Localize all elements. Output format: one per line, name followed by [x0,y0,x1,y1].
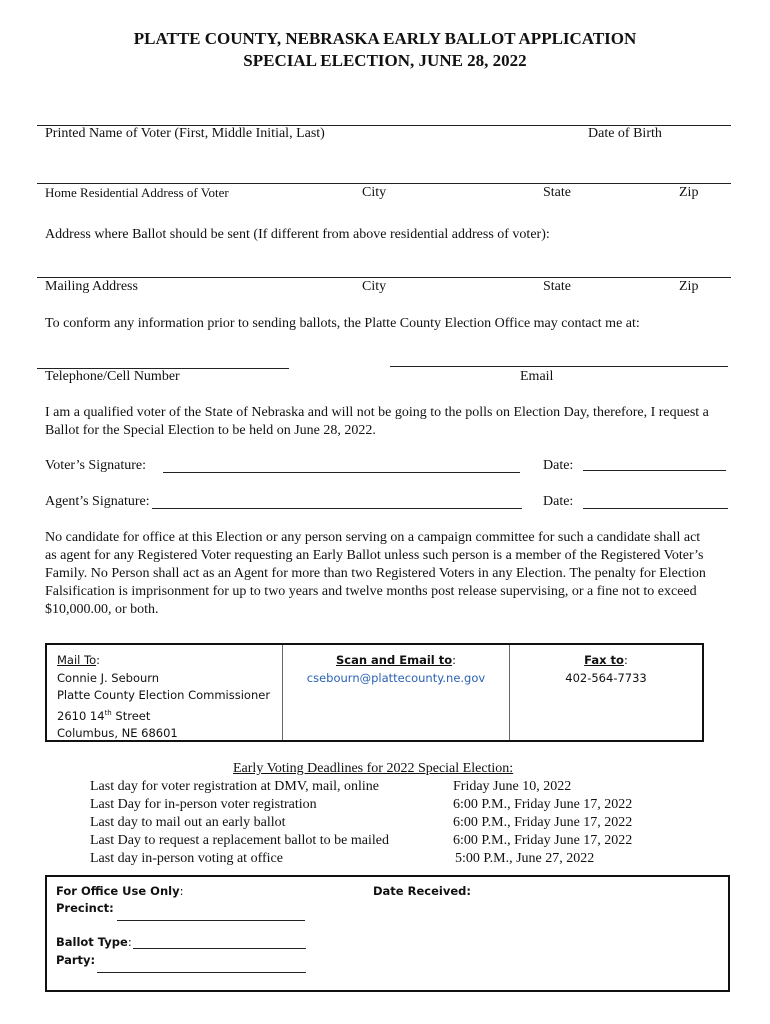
page-subtitle: SPECIAL ELECTION, JUNE 28, 2022 [243,51,527,70]
office-use-heading: For Office Use Only: [56,884,184,898]
agent-date-line[interactable] [583,508,728,509]
contact-instruction: To conform any information prior to sending ballots, the Platte County Election Office may contact me at: [45,316,640,331]
voter-date-label: Date: [543,458,574,473]
home-city-label: City [362,185,387,200]
ballot-type-line[interactable] [133,948,306,949]
deadline-date: 6:00 P.M., Friday June 17, 2022 [453,797,633,812]
precinct-label: Precinct: [56,901,114,915]
mail-city: Columbus, NE 68601 [57,725,178,740]
printed-name-label: Printed Name of Voter (First, Middle Initial, Last) [45,126,325,141]
deadline-date: 6:00 P.M., Friday June 17, 2022 [453,833,633,848]
dob-label: Date of Birth [588,126,662,141]
mailing-address-label: Mailing Address [45,279,138,294]
email-block: Scan and Email to: csebourn@plattecounty.ne.gov [283,652,509,687]
agent-notice: No candidate for office at this Election or any person serving on a campaign committee for such a candidate shall act as agent for any Registered Voter requesting an Early Ballot unless such person is a member of the Registered Voter’s Family. No Person shall act as an Agent for more than two Registered Voters in any Election. The penalty for Election Falsification is imprisonment for up to two years and twelve months post release supervising, or a fine not to exceed $10,000.00, or both. [45,530,706,617]
deadline-date: Friday June 10, 2022 [453,779,572,794]
deadline-date: 6:00 P.M., Friday June 17, 2022 [453,815,633,830]
email-label: Email [520,369,554,384]
mailing-state-label: State [543,279,571,294]
deadlines-heading: Early Voting Deadlines for 2022 Special Election: [233,761,514,776]
party-label: Party: [56,953,96,967]
voter-signature-line[interactable] [163,472,520,473]
fax-block: Fax to: 402-564-7733 [510,652,702,687]
date-received-label: Date Received: [373,884,471,898]
mailing-city-label: City [362,279,387,294]
mail-street: 2610 14th Street [57,708,151,723]
agent-signature-line[interactable] [152,508,522,509]
deadline-label: Last day in-person voting at office [90,851,283,866]
home-address-label: Home Residential Address of Voter [45,185,229,200]
page-title: PLATTE COUNTY, NEBRASKA EARLY BALLOT APPLICATION [133,29,637,48]
mail-title: Platte County Election Commissioner [57,688,271,702]
home-zip-label: Zip [679,185,699,200]
ballot-type-label: Ballot Type: [56,935,132,949]
mailing-zip-label: Zip [679,279,699,294]
deadline-label: Last day for voter registration at DMV, mail, online [90,779,380,794]
deadline-date: 5:00 P.M., June 27, 2022 [455,851,595,866]
email-line[interactable] [390,366,728,367]
agent-signature-label: Agent’s Signature: [45,494,150,509]
voter-signature-label: Voter’s Signature: [45,458,146,473]
agent-date-label: Date: [543,494,574,509]
email-heading: Scan and Email to [336,653,453,667]
party-line[interactable] [97,972,306,973]
mail-to-heading: Mail To [57,653,97,667]
fax-heading: Fax to [584,653,624,667]
mailing-instruction: Address where Ballot should be sent (If different from above residential address of voter): [45,227,550,242]
office-use-box [45,875,730,992]
email-address-link[interactable]: csebourn@plattecounty.ne.gov [306,670,486,685]
phone-label: Telephone/Cell Number [45,369,180,384]
submission-box [45,643,704,742]
declaration-text: I am a qualified voter of the State of Nebraska and will not be going to the polls on Election Day, therefore, I request a Ballot for the Special Election to be held on June 28, 2022. [45,405,709,438]
deadline-label: Last Day for in-person voter registration [90,797,317,812]
mailing-address-line[interactable] [37,277,731,278]
mail-name: Connie J. Sebourn [57,670,160,685]
mail-to-block: Mail To: Connie J. Sebourn Platte County Election Commissioner 2610 14th Street Columbus, NE 68601 [57,652,270,742]
deadline-label: Last Day to request a replacement ballot to be mailed [90,833,389,848]
precinct-line[interactable] [117,920,305,921]
deadline-label: Last day to mail out an early ballot [90,815,286,830]
voter-date-line[interactable] [583,470,726,471]
home-state-label: State [543,185,571,200]
home-address-line[interactable] [37,183,731,184]
fax-number: 402-564-7733 [565,670,647,685]
